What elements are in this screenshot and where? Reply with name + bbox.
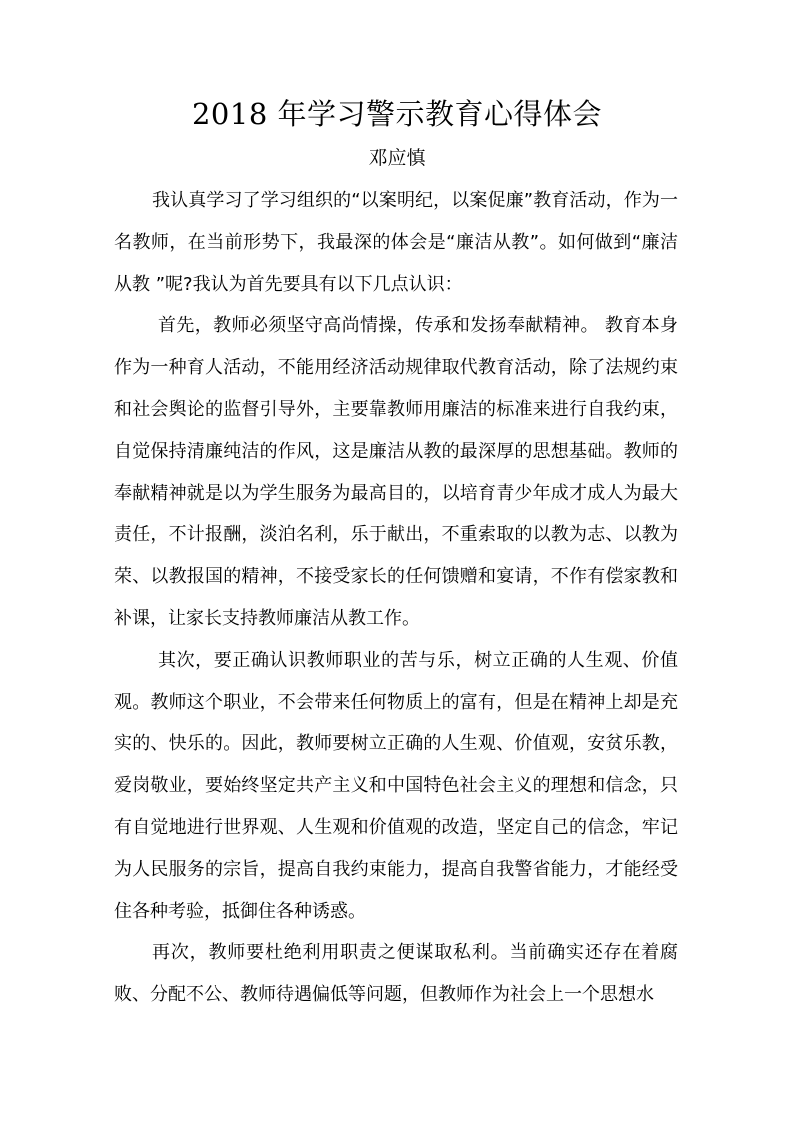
document-body: [114, 180, 678, 1016]
document-title: 2018 年学习警示教育心得体会: [191, 97, 603, 131]
paragraph-intro: 我认真学习了学习组织的“以案明纪，以案促廉”教育活动，作为一名教师，在当前形势下，我最深的体会是“廉洁从教”。如何做到“廉洁从教 ”呢?我认为首先要具有以下几点认识：: [114, 190, 678, 295]
document-author: 邓应慎: [368, 147, 426, 169]
paragraph-second-point: 其次，要正确认识教师职业的苦与乐，树立正确的人生观、价值观。教师这个职业，不会带来任何物质上的富有，但是在精神上却是充实的、快乐的。因此，教师要树立正确的人生观、价值观，安贫乐教，爱岗敬业，要始终坚定共产主义和中国特色社会主义的理想和信念，只有自觉地进行世界观、人生观和价值观的改造，坚定自己的信念，牢记为人民服务的宗旨，提高自我约束能力，提高自我警省能力，才能经受住各种考验，抵御住各种诱惑。: [114, 649, 678, 922]
paragraph-third-point: 再次，教师要杜绝利用职责之便谋取私利。当前确实还存在着腐败、分配不公、教师待遇偏低等问题，但教师作为社会上一个思想水: [114, 942, 678, 1006]
paragraph-first-point: 首先，教师必须坚守高尚情操，传承和发扬奉献精神。 教育本身作为一种育人活动，不能用经济活动规律取代教育活动，除了法规约束和社会舆论的监督引导外，主要靠教师用廉洁的标准来进行自我约束，自觉保持清廉纯洁的作风，这是廉洁从教的最深厚的思想基础。教师的奉献精神就是以为学生服务为最高目的，以培育青少年成才成人为最大责任，不计报酬，淡泊名利，乐于献出，不重索取的以教为志、以教为荣、以教报国的精神，不接受家长的任何馈赠和宴请，不作有偿家教和补课，让家长支持教师廉洁从教工作。: [114, 315, 678, 629]
